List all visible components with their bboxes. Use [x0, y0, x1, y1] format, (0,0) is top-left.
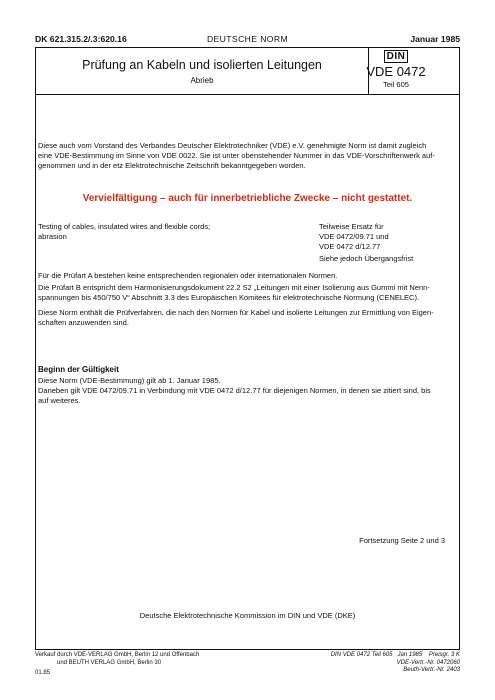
standard-type: DEUTSCHE NORM — [206, 34, 289, 44]
scope-line: Diese Norm enthält die Prüfverfahren, die nach den Normen für Kabel und isolierte Leitungen zur Ermittlung von Eigen- — [38, 308, 434, 317]
intro-line: Diese auch vom Vorstand des Verbandes Deutscher Elektrotechniker (VDE) e.V. genehmigte Norm ist damit zugleich — [38, 141, 427, 150]
note-line: spannungen bis 450/750 V“ Abschnitt 3.3 des Europäischen Komitees für elektrotechnische Normung (CENELEC). — [38, 293, 420, 302]
commission-name: Deutsche Elektrotechnische Kommission im DIN und VDE (DKE) — [139, 611, 356, 620]
replacement-line: VDE 0472 d/12.77 — [319, 242, 381, 251]
english-title-line: Testing of cables, insulated wires and flexible cords; — [38, 222, 211, 231]
issue-date: Januar 1985 — [410, 34, 460, 44]
document-subtitle: Abrieb — [190, 76, 214, 85]
replacement-line: VDE 0472/09.71 und — [319, 232, 389, 241]
validity-heading: Beginn der Gültigkeit — [38, 365, 119, 374]
transition-note: Siehe jedoch Übergangsfrist — [319, 254, 414, 263]
publisher-line: und BEUTH VERLAG GmbH, Berlin 30 — [57, 659, 162, 666]
replacement-info — [319, 222, 459, 252]
continuation-note: Fortsetzung Seite 2 und 3 — [359, 536, 445, 545]
note-line: Die Prüfart B entspricht dem Harmonisierungsdokument 22.2 S2 „Leitungen mit einer Isolierung aus Gummi mit Nenn- — [38, 283, 430, 292]
document-title: Prüfung an Kabeln und isolierten Leitungen — [82, 58, 322, 72]
publisher-info — [35, 652, 199, 667]
replacement-line: Teilweise Ersatz für — [319, 222, 384, 231]
validity-line: Daneben gilt VDE 0472/09.71 in Verbindung mit VDE 0472 d/12.77 für diejenigen Normen, in denen sie zitiert sind, bis — [38, 386, 431, 395]
publisher-line: Verkauf durch VDE-VERLAG GmbH, Berlin 12 und Offenbach — [35, 652, 200, 658]
din-logo: DIN — [384, 50, 408, 63]
regional-notes — [38, 271, 458, 303]
english-title-line: abrasion — [38, 232, 67, 241]
part-number: Teil 605 — [383, 80, 409, 89]
intro-line: eine VDE-Bestimmung im Sinne von VDE 0022. Sie ist unter obenstehender Nummer in das VDE-Vorschriftenwerk auf- — [38, 151, 435, 160]
copy-warning: Vervielfältigung – auch für innerbetriebliche Zwecke – nicht gestattet. — [82, 193, 413, 204]
english-title — [38, 222, 268, 242]
vde-number: VDE 0472 — [366, 64, 426, 79]
order-line: Beuth-Vertr.-Nr. 2403 — [403, 667, 460, 673]
validity-paragraph — [38, 376, 458, 406]
scope-line: schaften anzuwenden sind. — [38, 318, 129, 327]
note-line: Für die Prüfart A bestehen keine entsprechenden regionalen oder internationalen Normen. — [38, 271, 338, 280]
dk-classification: DK 621.315.2/.3:620.16 — [35, 34, 127, 44]
intro-line: genommen und in der etz Elektrotechnische Zeitschrift bekanntgegeben worden. — [38, 161, 306, 170]
scope-paragraph — [38, 308, 458, 328]
order-info — [260, 652, 460, 675]
validity-line: Diese Norm (VDE-Bestimmung) gilt ab 1. Januar 1985. — [38, 376, 221, 385]
order-line: VDE-Vertr.-Nr. 0472060 — [396, 659, 460, 666]
order-line: DIN VDE 0472 Teil 605 Jan 1985 Preisgr. 3 K — [330, 652, 460, 658]
edition-code: 01.85 — [35, 670, 51, 676]
intro-paragraph — [38, 141, 458, 171]
validity-line: auf weiteres. — [38, 396, 81, 405]
